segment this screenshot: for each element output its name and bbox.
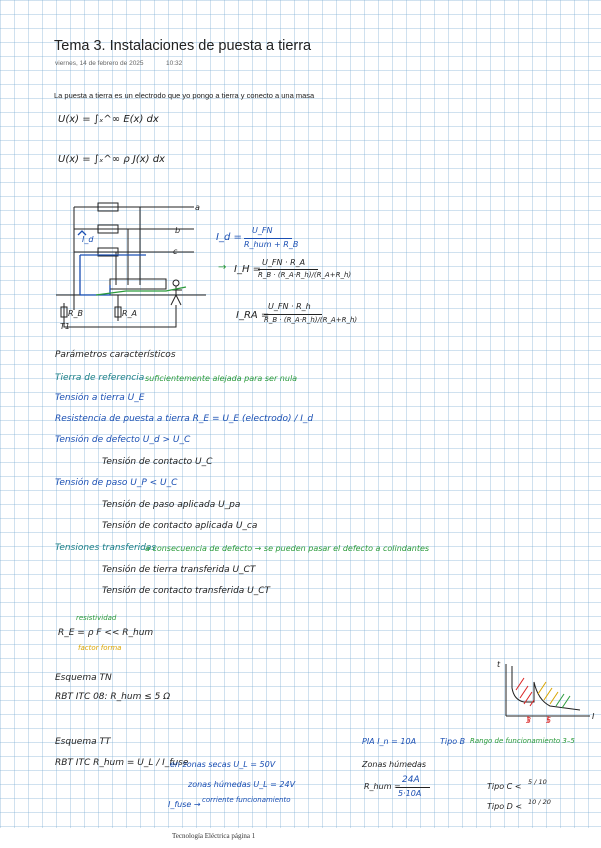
param-tierra-ref-note: suficientemente alejada para ser nula [145, 374, 298, 383]
formula-ux-rho: U(x) = ∫ₓ^∞ ρ J(x) dx [58, 154, 165, 165]
label-rb: R_B [68, 309, 84, 318]
tt-tipo-d: Tipo D < [487, 802, 523, 811]
param-transferidas-note: a consecuencia de defecto → se pueden pasar el defecto a colindantes [145, 544, 430, 553]
param-tension-tierra: Tensión a tierra U_E [55, 393, 145, 403]
label-ra: R_A [122, 309, 138, 318]
tt-note-secas: en zonas secas U_L = 50V [170, 760, 276, 769]
eq1-bar [244, 238, 292, 239]
graph-t-label: t [497, 660, 501, 669]
label-c: c [173, 247, 178, 256]
label-id: I_d [82, 235, 94, 244]
eq1-lhs: I_d = [216, 232, 242, 243]
eq2-num: U_FN · R_A [262, 258, 306, 267]
tt-heading: Esquema TT [55, 737, 111, 747]
tt-r-hum: R_hum = [364, 782, 401, 791]
tn-rbt: RBT ITC 08: R_hum ≤ 5 Ω [55, 692, 171, 702]
formula-ux-e: U(x) = ∫ₓ^∞ E(x) dx [58, 114, 159, 125]
tt-humedas: Zonas húmedas [362, 760, 427, 769]
tt-note-humedas: zonas húmedas U_L = 24V [188, 780, 296, 789]
graph-tick-3: 3 [526, 716, 532, 725]
tt-tipo-d-vals: 10 / 20 [528, 798, 551, 806]
eq3-bar [264, 314, 322, 315]
tt-tipo-b: Tipo B [440, 737, 466, 746]
eq2-bar [258, 269, 318, 270]
tt-rbt: RBT ITC R_hum = U_L / I_fuse [55, 758, 189, 768]
eq2-lhs: I_H = [234, 264, 262, 275]
tt-tipo-c: Tipo C < [487, 782, 522, 791]
param-defecto: Tensión de defecto U_d > U_C [55, 435, 191, 445]
label-b: b [175, 226, 181, 235]
param-paso-aplicada: Tensión de paso aplicada U_pa [102, 500, 241, 510]
eq1-den: R_hum + R_B [244, 240, 299, 249]
page-title: Tema 3. Instalaciones de puesta a tierra [54, 38, 312, 54]
intro-text: La puesta a tierra es un electrodo que yo pongo a tierra y conecto a una masa [54, 91, 315, 100]
tt-r-num: 24A [402, 775, 420, 785]
eq3-lhs: I_RA = [236, 310, 270, 321]
eq2-arrow: → [218, 262, 227, 273]
page-footer [0, 828, 601, 848]
trip-curve-graph [490, 660, 595, 730]
graph-tick-5: 5 [546, 716, 552, 725]
label-a: a [195, 203, 200, 212]
resist-label-bottom: factor forma [78, 644, 122, 652]
param-tierra-ref: Tierra de referencia [55, 373, 145, 383]
tt-tipo-c-vals: 5 / 10 [528, 778, 547, 786]
param-contacto: Tensión de contacto U_C [102, 457, 213, 467]
param-transferidas: Tensiones transferidas [55, 543, 157, 553]
param-contacto-transf: Tensión de contacto transferida U_CT [102, 586, 271, 596]
graph-i-label: I [592, 712, 595, 721]
page-date: viernes, 14 de febrero de 2025 [55, 60, 144, 67]
resist-label-top: resistividad [76, 614, 117, 622]
page-time: 10:32 [166, 60, 183, 67]
tt-pia: PIA I_n = 10A [362, 737, 417, 746]
eq1-num: U_FN [252, 226, 273, 235]
param-resistencia: Resistencia de puesta a tierra R_E = U_E (electrodo) / I_d [55, 414, 314, 424]
tt-ifuse: I_fuse → [168, 800, 201, 809]
tn-heading: Esquema TN [55, 673, 112, 683]
param-tierra-transf: Tensión de tierra transferida U_CT [102, 565, 256, 575]
eq3-den: R_B · (R_A·R_h)/(R_A+R_h) [264, 316, 358, 324]
tt-r-bar [396, 787, 430, 788]
eq2-den: R_B · (R_A·R_h)/(R_A+R_h) [258, 271, 352, 279]
tt-tipo-b-note: Rango de funcionamiento 3–5 [470, 737, 575, 745]
page-footer-text: Tecnología Eléctrica página 1 [172, 832, 256, 840]
params-heading: Parámetros característicos [55, 350, 176, 360]
tt-r-den: 5·10A [398, 789, 422, 798]
resist-formula: R_E = ρ F << R_hum [58, 628, 154, 638]
tt-ifuse-note: corriente funcionamiento [202, 796, 291, 804]
param-contacto-aplicada: Tensión de contacto aplicada U_ca [102, 521, 258, 531]
label-t1: T1 [60, 322, 70, 331]
eq3-num: U_FN · R_h [268, 302, 311, 311]
param-paso: Tensión de paso U_P < U_C [55, 478, 178, 488]
